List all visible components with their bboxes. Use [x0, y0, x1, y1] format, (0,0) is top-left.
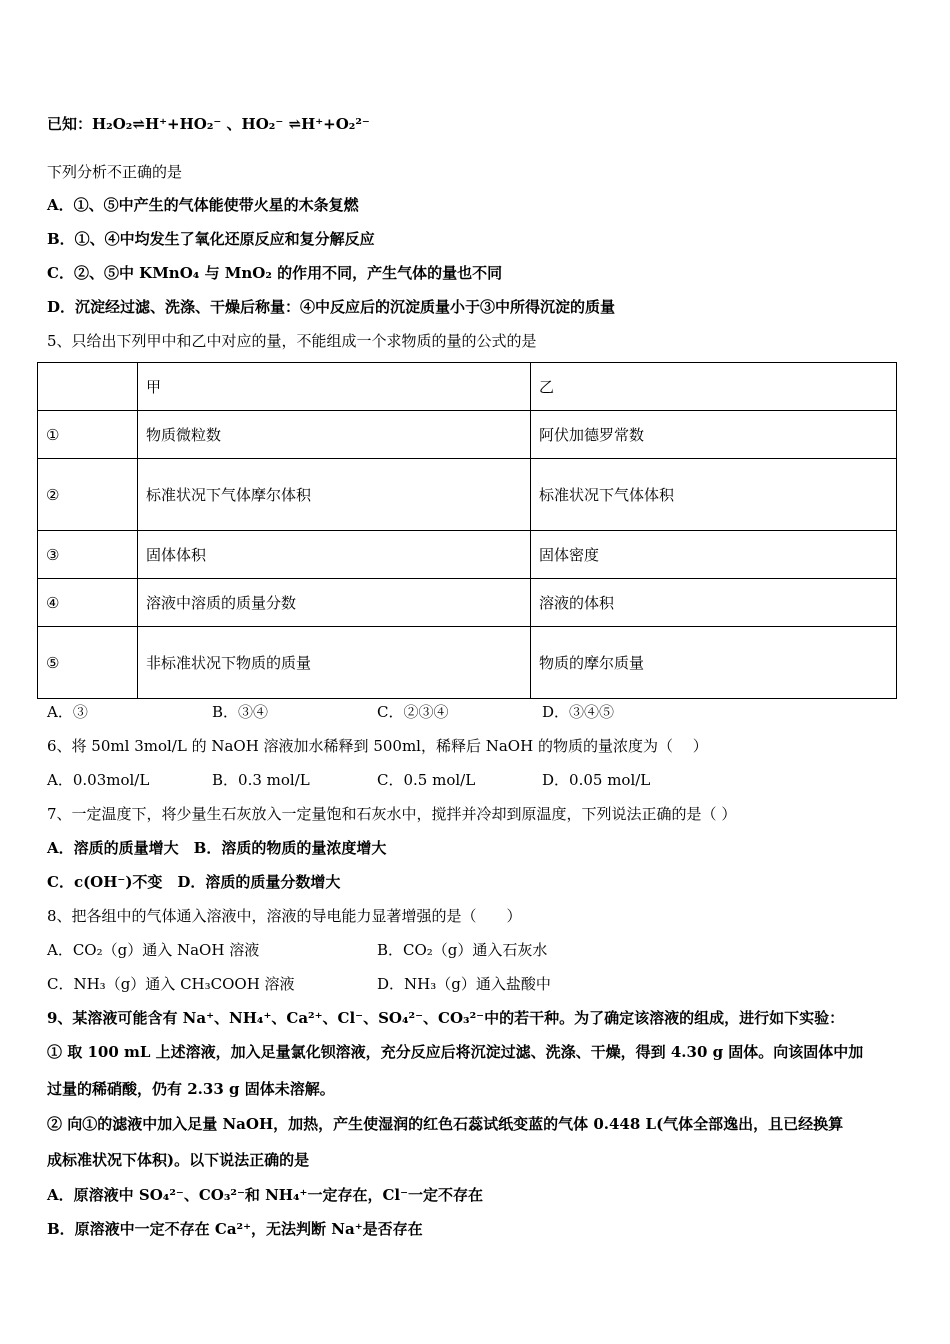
cell: 溶液中溶质的质量分数 [138, 579, 531, 627]
q8-option-d: D．NH₃（g）通入盐酸中 [377, 975, 551, 993]
q9-stem: 9、某溶液可能含有 Na⁺、NH₄⁺、Ca²⁺、Cl⁻、SO₄²⁻、CO₃²⁻中的若干种。为了确定该溶液的组成，进行如下实验： [47, 1009, 845, 1027]
q4-option-a: A．①、⑤中产生的气体能使带火星的木条复燃 [47, 196, 359, 214]
cell: 物质微粒数 [138, 411, 531, 459]
header-cell [38, 363, 138, 411]
q9-step1-cont: 过量的稀硝酸，仍有 2.33 g 固体未溶解。 [47, 1080, 335, 1098]
header-cell: 甲 [138, 363, 531, 411]
cell: ③ [38, 531, 138, 579]
q8-option-b: B．CO₂（g）通入石灰水 [377, 941, 548, 959]
q7-options-ab: A．溶质的质量增大 B．溶质的物质的量浓度增大 [47, 839, 387, 857]
q9-step1: ① 取 100 mL 上述溶液，加入足量氯化钡溶液，充分反应后将沉淀过滤、洗涤、干燥，得到 4.30 g 固体。向该固体中加 [47, 1043, 864, 1061]
table-header-row [38, 363, 897, 411]
q8-option-a: A．CO₂（g）通入 NaOH 溶液 [47, 941, 260, 959]
q9-option-a: A．原溶液中 SO₄²⁻、CO₃²⁻和 NH₄⁺一定存在，Cl⁻一定不存在 [47, 1186, 484, 1204]
cell: 标准状况下气体摩尔体积 [138, 459, 531, 531]
q5-stem: 5、只给出下列甲中和乙中对应的量，不能组成一个求物质的量的公式的是 [47, 332, 537, 350]
q9-step2-cont: 成标准状况下体积)。以下说法正确的是 [47, 1151, 310, 1169]
q9-option-b: B．原溶液中一定不存在 Ca²⁺，无法判断 Na⁺是否存在 [47, 1220, 423, 1238]
q4-stem: 下列分析不正确的是 [47, 163, 183, 181]
q9-step2: ② 向①的滤液中加入足量 NaOH，加热，产生使湿润的红色石蕊试纸变蓝的气体 0.448 L(气体全部逸出，且已经换算 [47, 1115, 844, 1133]
q4-option-c: C．②、⑤中 KMnO₄ 与 MnO₂ 的作用不同，产生气体的量也不同 [47, 264, 503, 282]
q6-option-a: A．0.03mol/L [47, 771, 150, 789]
cell: 物质的摩尔质量 [531, 627, 897, 699]
cell: ① [38, 411, 138, 459]
q4-option-d: D．沉淀经过滤、洗涤、干燥后称量：④中反应后的沉淀质量小于③中所得沉淀的质量 [47, 298, 616, 316]
table-row [38, 459, 897, 531]
table-row [38, 411, 897, 459]
q6-option-c: C．0.5 mol/L [377, 771, 476, 789]
q8-stem: 8、把各组中的气体通入溶液中，溶液的导电能力显著增强的是（ ） [47, 907, 522, 925]
cell: 非标准状况下物质的质量 [138, 627, 531, 699]
q5-option-c: C．②③④ [377, 703, 449, 721]
cell: 溶液的体积 [531, 579, 897, 627]
cell: ⑤ [38, 627, 138, 699]
q7-stem: 7、一定温度下，将少量生石灰放入一定量饱和石灰水中，搅拌并冷却到原温度，下列说法正确的是（ ） [47, 805, 737, 823]
q5-option-d: D．③④⑤ [542, 703, 615, 721]
table-row [38, 627, 897, 699]
known-equations: 已知：H₂O₂⇌H⁺+HO₂⁻ 、HO₂⁻ ⇌H⁺+O₂²⁻ [47, 115, 370, 133]
table-row [38, 531, 897, 579]
q4-option-b: B．①、④中均发生了氧化还原反应和复分解反应 [47, 230, 375, 248]
q5-option-b: B．③④ [212, 703, 269, 721]
cell: 固体密度 [531, 531, 897, 579]
q5-option-a: A．③ [47, 703, 88, 721]
cell: ② [38, 459, 138, 531]
header-cell: 乙 [531, 363, 897, 411]
q8-option-c: C．NH₃（g）通入 CH₃COOH 溶液 [47, 975, 295, 993]
q7-options-cd: C．c(OH⁻)不变 D．溶质的质量分数增大 [47, 873, 341, 891]
cell: 标准状况下气体体积 [531, 459, 897, 531]
q6-stem: 6、将 50ml 3mol/L 的 NaOH 溶液加水稀释到 500ml，稀释后 NaOH 的物质的量浓度为（ ） [47, 737, 708, 755]
q6-option-d: D．0.05 mol/L [542, 771, 651, 789]
cell: 阿伏加德罗常数 [531, 411, 897, 459]
table-row [38, 579, 897, 627]
q6-option-b: B．0.3 mol/L [212, 771, 310, 789]
cell: 固体体积 [138, 531, 531, 579]
cell: ④ [38, 579, 138, 627]
q5-table [37, 362, 897, 699]
